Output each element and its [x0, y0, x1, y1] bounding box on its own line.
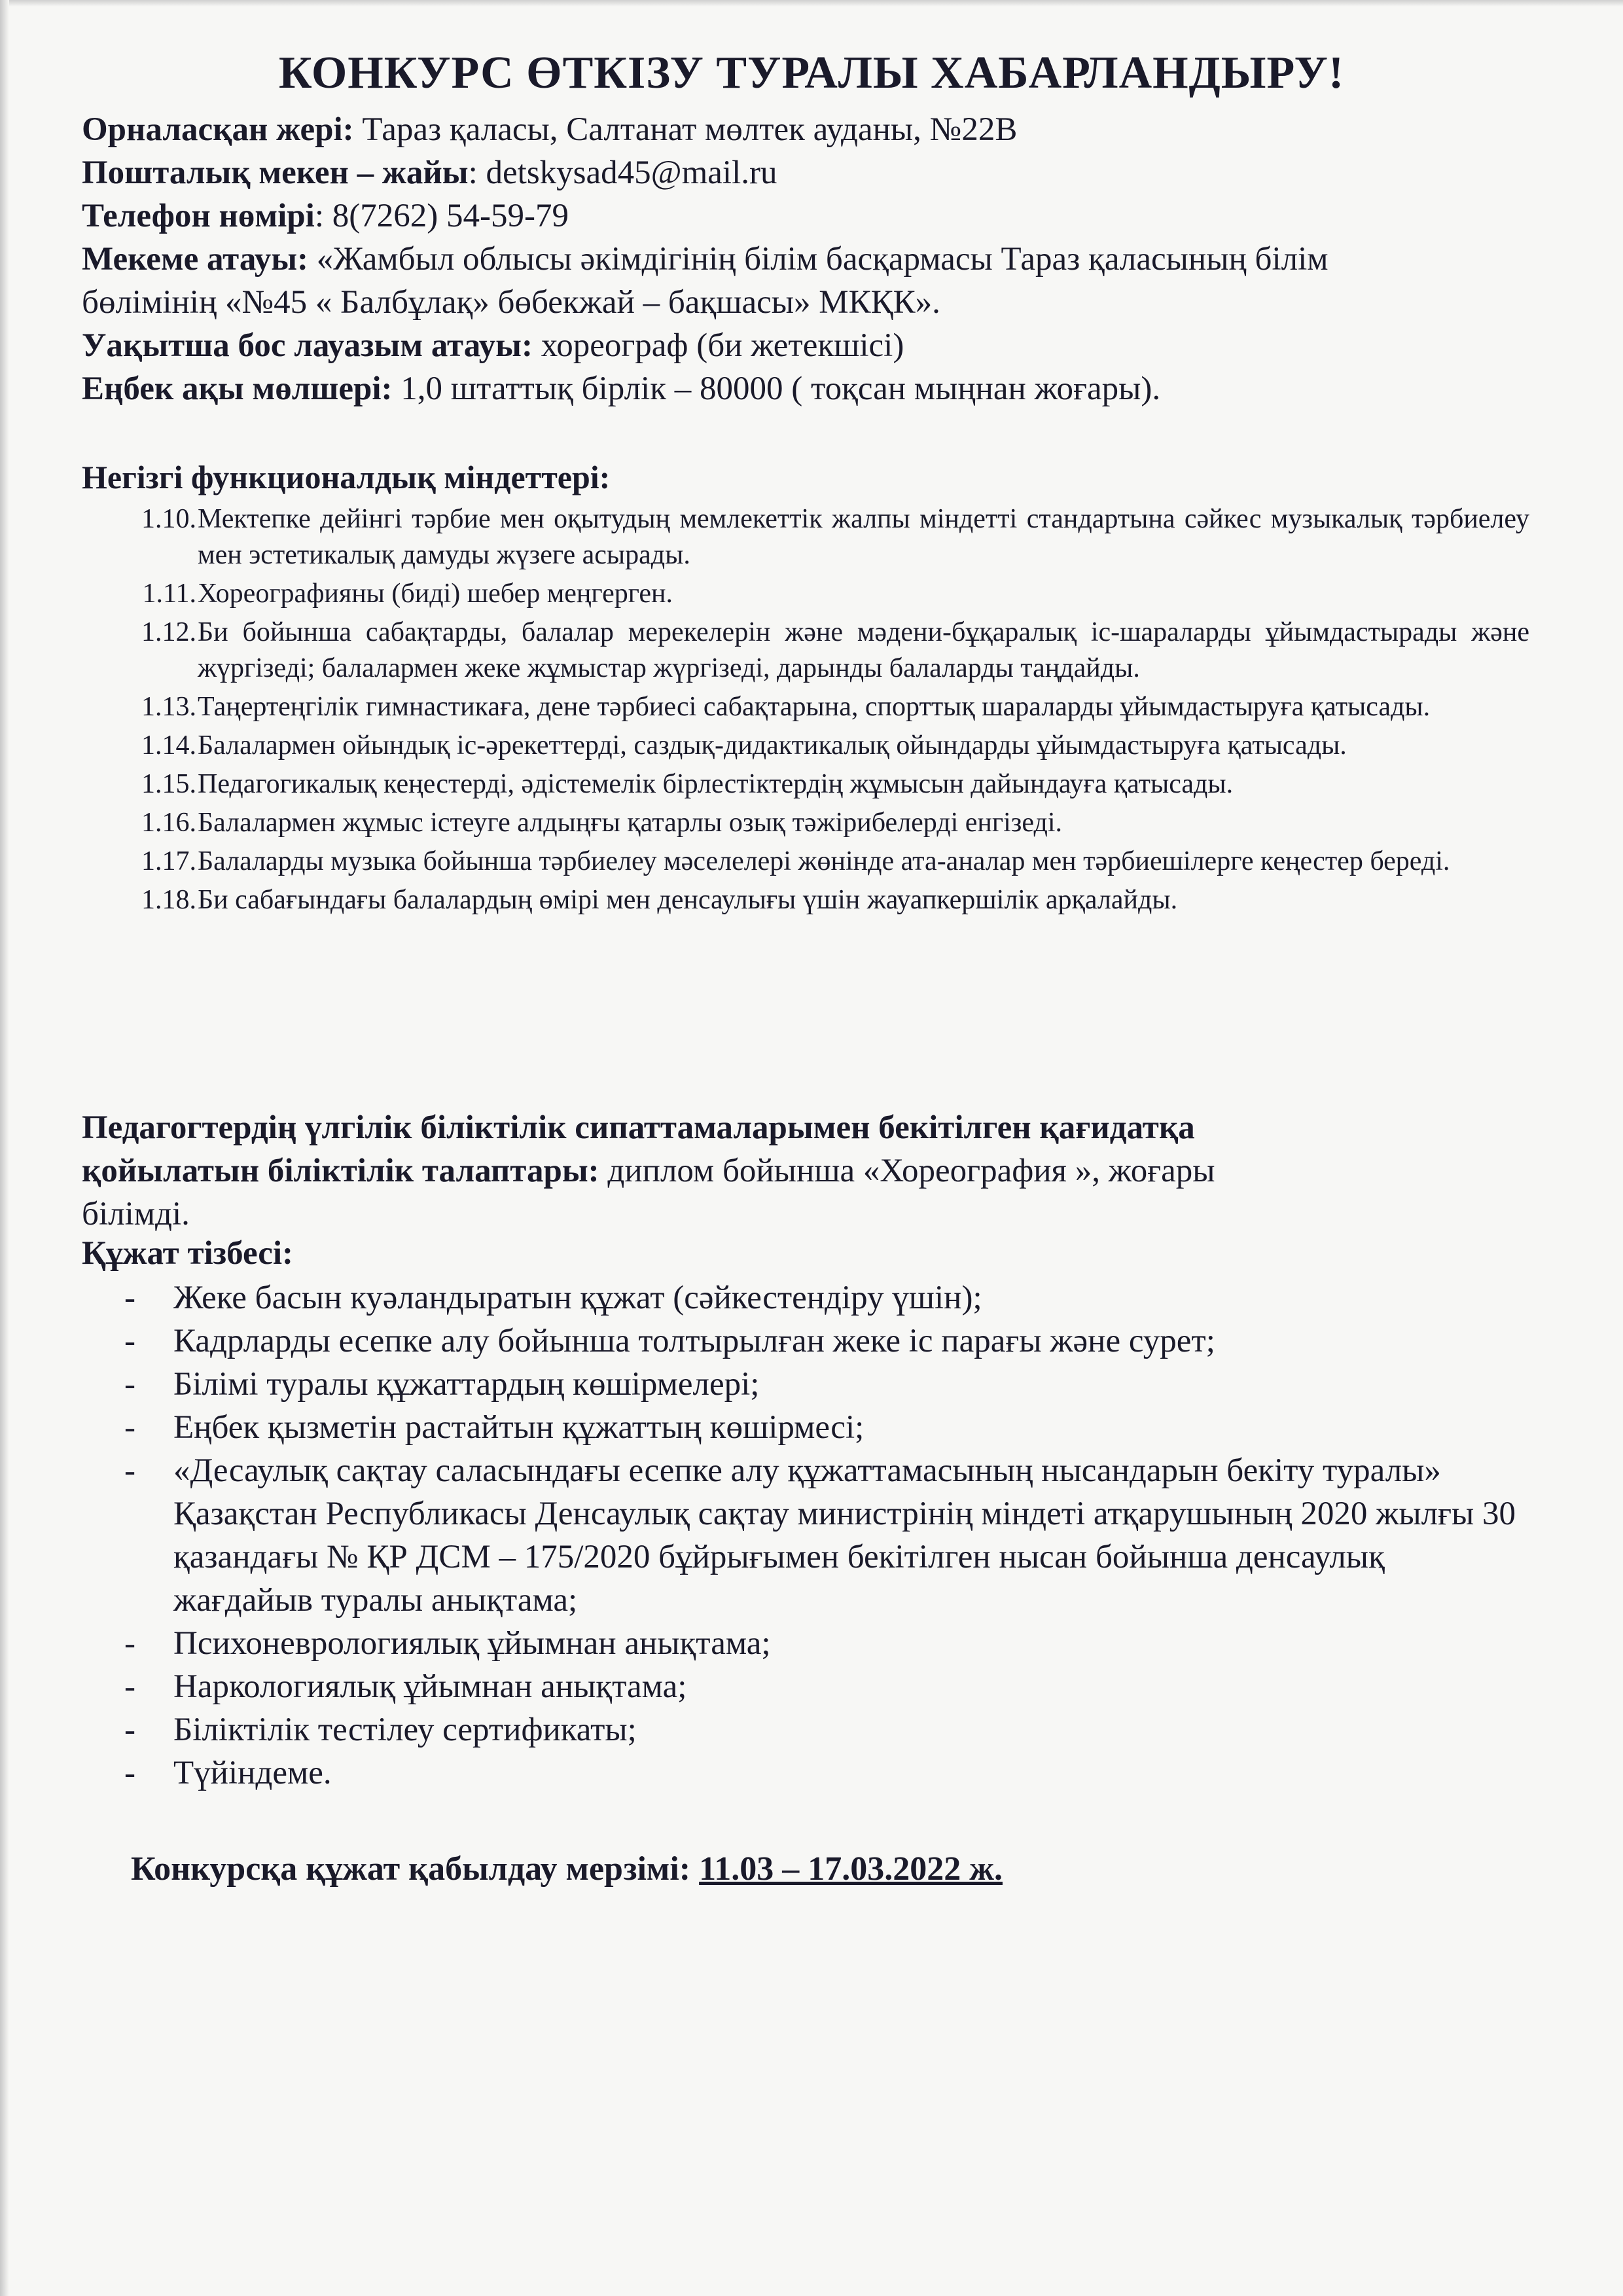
document-text: «Десаулық сақтау саласындағы есепке алу құжаттамасының нысандарын бекіту туралы» Қазақстан Республикасы Денсаулық сақтау министрінің міндеті атқарушының 2020 жылғы 30 қазандағы № ҚР ДСМ – 175/2020 бұйрығымен бекітілген нысан бойынша денсаулық жағдайыв туралы анықтама; [173, 1452, 1516, 1619]
deadline-value: 11.03 – 17.03.2022 ж. [699, 1850, 1003, 1888]
duties-list [0, 501, 1623, 921]
location-label: Орналасқан жері: [82, 111, 354, 148]
scan-top-edge [0, 0, 1623, 7]
document-item [124, 1665, 1531, 1708]
salary-label: Еңбек ақы мөлшері: [82, 370, 393, 407]
documents-list [124, 1276, 1531, 1795]
documents-heading: Құжат тізбесі: [82, 1235, 294, 1272]
list-dash: - [124, 1625, 135, 1662]
location-value: Тараз қаласы, Салтанат мөлтек ауданы, №22В [353, 111, 1018, 148]
salary-row [82, 367, 1535, 410]
document-text: Психоневрологиялық ұйымнан анықтама; [173, 1625, 771, 1662]
document-text: Еңбек қызметін растайтын құжаттың көшірмесі; [173, 1409, 865, 1446]
document-item [124, 1449, 1531, 1622]
vacancy-label: Уақытша бос лауазым атауы: [82, 327, 533, 364]
list-dash: - [124, 1280, 135, 1316]
duty-text: Би бойынша сабақтарды, балалар мерекелерін және мәдени-бұқаралық іс-шараларды ұйымдастырады және жүргізеді; балалармен жеке жұмыстар жүргізеді, дарынды балаларды таңдайды. [198, 617, 1529, 683]
deadline-label: Конкурсқа құжат қабылдау мерзімі: [131, 1850, 700, 1888]
duty-item [0, 615, 1623, 687]
duty-number: 1.13. [141, 692, 196, 722]
document-item [124, 1276, 1531, 1319]
org-row [82, 238, 1535, 324]
list-dash: - [124, 1452, 135, 1489]
document-text: Кадрларды есепке алу бойынша толтырылған жеке іс парағы және сурет; [173, 1323, 1215, 1359]
document-item [124, 1319, 1531, 1363]
duty-text: Таңертеңгілік гимнастикаға, дене тәрбиесі сабақтарына, спорттық шараларды ұйымдастыруға қатысады. [198, 692, 1431, 722]
qualification-value-line2: диплом бойынша «Хореография », жоғары [599, 1153, 1215, 1189]
document-text: Біліктілік тестілеу сертификаты; [173, 1712, 637, 1748]
duty-item [0, 766, 1623, 802]
document-item [124, 1751, 1531, 1795]
list-dash: - [124, 1323, 135, 1359]
duty-item [0, 501, 1623, 573]
document-item [124, 1622, 1531, 1665]
document-text: Білімі туралы құжаттардың көшірмелері; [173, 1366, 760, 1403]
document-text: Наркологиялық ұйымнан анықтама; [173, 1668, 687, 1705]
duty-number: 1.15. [141, 769, 196, 799]
announcement-title: КОНКУРС ӨТКІЗУ ТУРАЛЫ ХАБАРЛАНДЫРУ! [278, 48, 1345, 98]
duty-number: 1.10. [141, 504, 196, 534]
vacancy-value: хореограф (би жетекшісі) [532, 327, 904, 364]
document-text: Түйіндеме. [173, 1755, 332, 1791]
list-dash: - [124, 1409, 135, 1446]
duty-item [0, 576, 1623, 612]
postal-value: : detskysad45@mail.ru [468, 154, 777, 191]
qualification-block [82, 1106, 1456, 1236]
duty-text: Педагогикалық кеңестерді, әдістемелік бірлестіктердің жұмысын дайындауға қатысады. [198, 769, 1234, 799]
scan-left-edge [0, 0, 9, 2296]
duty-item [0, 844, 1623, 880]
list-dash: - [124, 1755, 135, 1791]
duty-number: 1.18. [141, 885, 196, 915]
org-value-line2: бөлімінің «№45 « Балбұлақ» бөбекжай – бақшасы» МКҚК». [82, 284, 940, 321]
duty-text: Мектепке дейінгі тәрбие мен оқытудың мемлекеттік жалпы міндетті стандартына сәйкес музыкалық тәрбиелеу мен эстетикалық дамуды жүзеге асырады. [198, 504, 1529, 570]
phone-label: Телефон нөмірі [82, 198, 315, 234]
duty-text: Балаларды музыка бойынша тәрбиелеу мәселелері жөнінде ата-аналар мен тәрбиешілерге кеңестер береді. [198, 846, 1450, 876]
duty-number: 1.11. [142, 579, 196, 609]
qualification-value-line3: білімді. [82, 1196, 190, 1232]
duty-item [0, 882, 1623, 918]
postal-label: Пошталық мекен – жайы [82, 154, 469, 191]
postal-row [82, 151, 1535, 194]
duty-number: 1.12. [141, 617, 196, 647]
list-dash: - [124, 1668, 135, 1705]
duty-number: 1.17. [141, 846, 196, 876]
document-item [124, 1708, 1531, 1751]
document-text: Жеке басын куәландыратын құжат (сәйкестендіру үшін); [173, 1280, 982, 1316]
document-item [124, 1363, 1531, 1406]
phone-value: : 8(7262) 54-59-79 [314, 198, 569, 234]
qualification-label-line1: Педагогтердің үлгілік біліктілік сипаттамаларымен бекітілген қағидатқа [82, 1109, 1195, 1146]
vacancy-row [82, 324, 1535, 367]
info-block [82, 108, 1535, 410]
org-value-line1: «Жамбыл облысы әкімдігінің білім басқармасы Тараз қаласының білім [308, 241, 1329, 278]
qualification-label-line2: қойылатын біліктілік талаптары: [82, 1153, 599, 1189]
deadline-line [131, 1850, 1003, 1888]
duties-heading: Негізгі функционалдық міндеттері: [82, 459, 611, 495]
duty-item [0, 728, 1623, 764]
duty-text: Балалармен ойындық іс-әрекеттерді, саздық-дидактикалық ойындарды ұйымдастыруға қатысады. [198, 730, 1347, 761]
duty-number: 1.14. [141, 730, 196, 761]
duty-text: Балалармен жұмыс істеуге алдыңғы қатарлы озық тәжірибелерді енгізеді. [198, 808, 1063, 838]
location-row [82, 108, 1535, 151]
salary-value: 1,0 штаттық бірлік – 80000 ( тоқсан мыңнан жоғары). [392, 370, 1161, 407]
phone-row [82, 194, 1535, 238]
duty-text: Би сабағындағы балалардың өмірі мен денсаулығы үшін жауапкершілік арқалайды. [198, 885, 1178, 915]
duty-item [0, 689, 1623, 725]
document-item [124, 1406, 1531, 1449]
duty-number: 1.16. [141, 808, 196, 838]
list-dash: - [124, 1366, 135, 1403]
org-label: Мекеме атауы: [82, 241, 309, 278]
list-dash: - [124, 1712, 135, 1748]
duty-item [0, 805, 1623, 841]
duty-text: Хореографияны (биді) шебер меңгерген. [198, 579, 673, 609]
